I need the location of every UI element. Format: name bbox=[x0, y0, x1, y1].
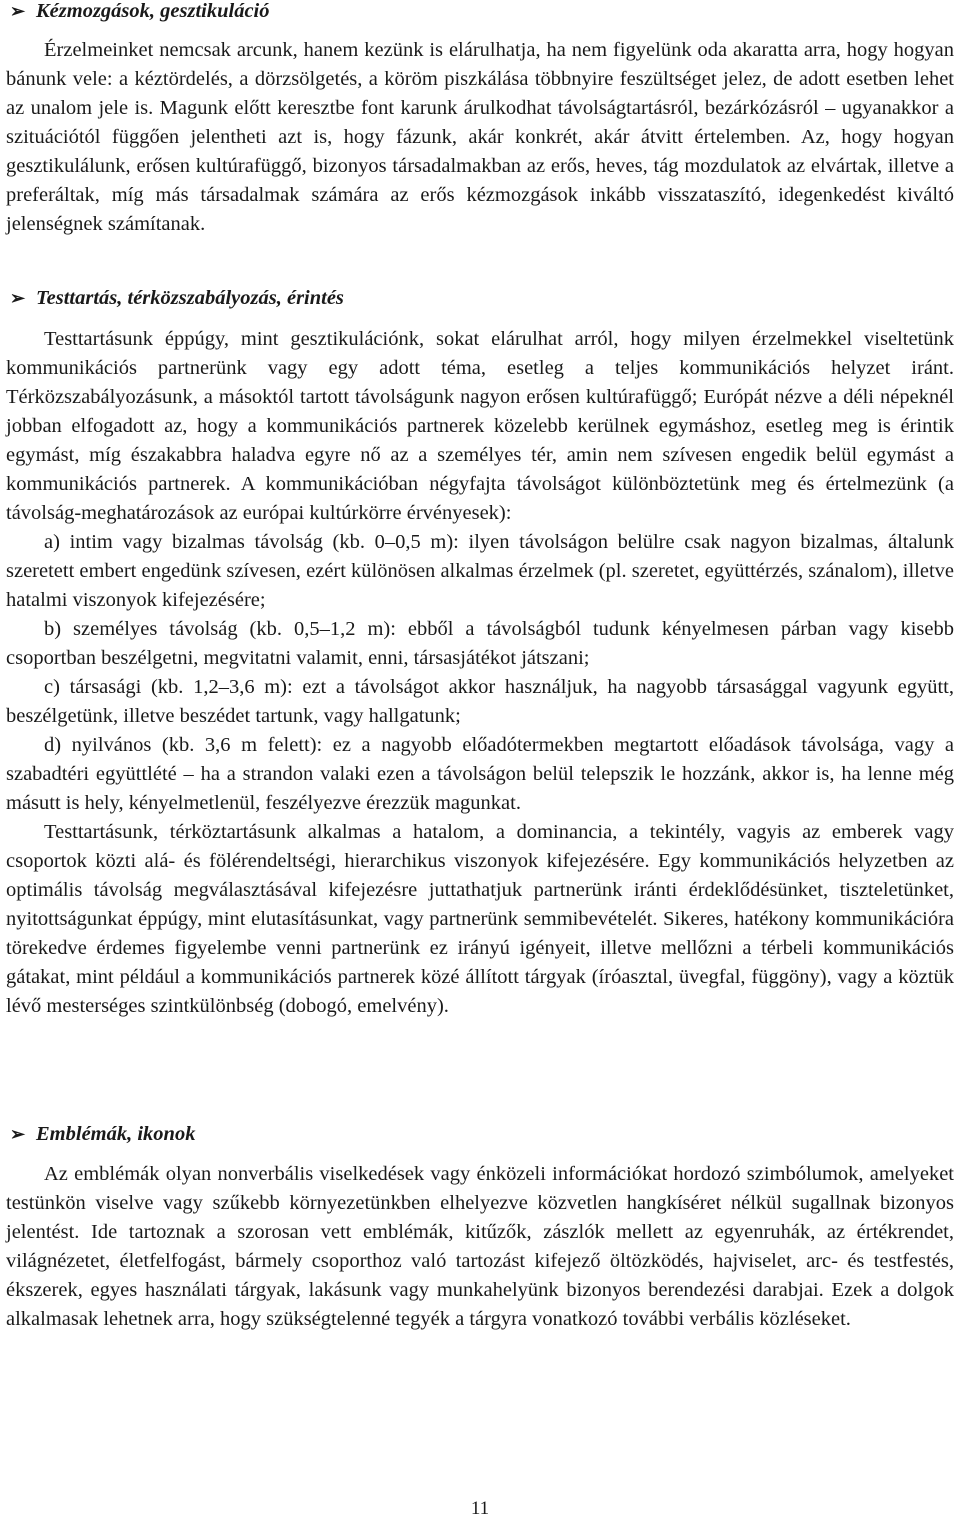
section-heading-text: Testtartás, térközszabályozás, érintés bbox=[36, 287, 344, 309]
arrowhead-bullet-icon: ➢ bbox=[10, 1, 26, 21]
list-item-public-distance: d) nyilvános (kb. 3,6 m felett): ez a nagyobb előadótermekben megtartott előadások távolsága, vagy a szabadtéri együttlété – ha a strandon valaki ezen a távolságon belül telepszik le hozzánk, akkor is, ha lenne még másutt is hely, kényelmetlenül, feszélyezve érezzük magunkat. bbox=[6, 734, 954, 814]
paragraph: Testtartásunk éppúgy, mint gesztikulációnk, sokat elárulhat arról, hogy milyen érzelmekkel viseltetünk kommunikációs partnerünk vagy egy adott téma, esetleg a teljes kommunikációs helyzet iránt. Térközszabályozásunk, a másoktól tartott távolságunk nagyon erősen kultúrafüggő; Európát nézve a déli népeknél jobban elfogadott az, hogy a kommunikációs partnerek közelebb kerülnek egymáshoz, esetleg meg is érintik egymást, míg északabbra haladva egyre nő az a személyes tér, amin nem szívesen engedik belül egymást a kommunikációs partnerek. A kommunikációban négyfajta távolságot különböztetünk meg és értelmezünk (a távolság-meghatározások az európai kultúrkörre érvényesek): bbox=[6, 328, 954, 524]
section-heading bbox=[6, 1120, 954, 1148]
list-item-intimate-distance: a) intim vagy bizalmas távolság (kb. 0–0,5 m): ilyen távolságon belülre csak nagyon bizalmas, általunk szeretett embert engedünk szívesen, ezért különösen alkalmas érzelmek (pl. szeretet, együttérzés, szánalom), illetve hatalmi viszonyok kifejezésére; bbox=[6, 531, 954, 611]
paragraph: Testtartásunk, térköztartásunk alkalmas a hatalom, a dominancia, a tekintély, vagyis az emberek vagy csoportok közti alá- és fölérendeltségi, hierarchikus viszonyok kifejezésére. Egy kommunikációs helyzetben az optimális távolság megválasztásával kifejezésre juttathatjuk partnerünk iránti érdeklődésünket, tiszteletünket, nyitottságunkat éppúgy, mint elutasításunkat, vagy partnerünk semmibevételét. Sikeres, hatékony kommunikációra törekedve érdemes figyelembe venni partnerünk ez irányú igényeit, illetve mellőzni a térbeli kommunikációs gátakat, mint például a kommunikációs partnerek közé állított tárgyak (íróasztal, üvegfal, függöny), vagy a köztük lévő mesterséges szintkülönbség (dobogó, emelvény). bbox=[6, 821, 954, 1017]
section-heading bbox=[6, 0, 954, 25]
paragraph: Az emblémák olyan nonverbális viselkedések vagy énközeli információkat hordozó szimbólumok, amelyeket testünkön viselve vagy szűkebb környezetünkben elhelyezve közvetlen hangkíséret nélkül sugallnak bizonyos jelentést. Ide tartoznak a szorosan vett emblémák, kitűzők, zászlók mellett az egyenruhák, az értékrendet, világnézetet, életfelfogást, bármely csoporthoz való tartozást kifejező öltözködés, hajviselet, arc- és testfestés, ékszerek, egyes használati tárgyak, lakásunk vagy munkahelyünk bizonyos berendezési darabjai. Ezek a dolgok alkalmasak lehetnek arra, hogy szükségtelenné tegyék a tárgyra vonatkozó további verbális közléseket. bbox=[6, 1163, 954, 1330]
section-heading-text: Emblémák, ikonok bbox=[36, 1123, 196, 1145]
page-number: 11 bbox=[470, 1498, 490, 1519]
list-item-social-distance: c) társasági (kb. 1,2–3,6 m): ezt a távolságot akkor használjuk, ha nagyobb társasággal vagyunk együtt, beszélgetünk, illetve beszédet tartunk, vagy hallgatunk; bbox=[6, 676, 954, 727]
section-gesticulation bbox=[6, 0, 954, 25]
paragraph: Érzelmeinket nemcsak arcunk, hanem kezünk is elárulhatja, ha nem figyelünk oda akaratta arra, hogy hogyan bánunk vele: a kéztördelés, a dörzsölgetés, a köröm piszkálása többnyire feszültséget jelez, de adott esetben lehet az unalom jele is. Magunk előtt keresztbe font karunk árulkodhat távolságtartásról, bezárkózásról – ugyanakkor a szituációtól függően jelentheti azt is, hogy fázunk, akár konkrét, akár átvitt értelemben. Az, hogy hogyan gesztikulálunk, erősen kultúrafüggő, bizonyos társadalmakban az erős, heves, tág mozdulatok az elvártak, illetve a preferáltak, míg más társadalmak számára az erős kézmozgások inkább visszataszító, idegenkedést kiváltó jelenségnek számítanak. bbox=[6, 39, 954, 235]
arrowhead-bullet-icon: ➢ bbox=[10, 288, 26, 308]
section-posture bbox=[6, 284, 954, 312]
section-body bbox=[6, 325, 954, 1021]
arrowhead-bullet-icon: ➢ bbox=[10, 1124, 26, 1144]
section-emblems bbox=[6, 1120, 954, 1148]
section-heading-text: Kézmozgások, gesztikuláció bbox=[36, 0, 270, 22]
list-item-personal-distance: b) személyes távolság (kb. 0,5–1,2 m): ebből a távolságból tudunk kényelmesen párban vagy kisebb csoportban beszélgetni, megvitatni valamit, enni, társasjátékot játszani; bbox=[6, 618, 954, 669]
section-heading bbox=[6, 284, 954, 312]
